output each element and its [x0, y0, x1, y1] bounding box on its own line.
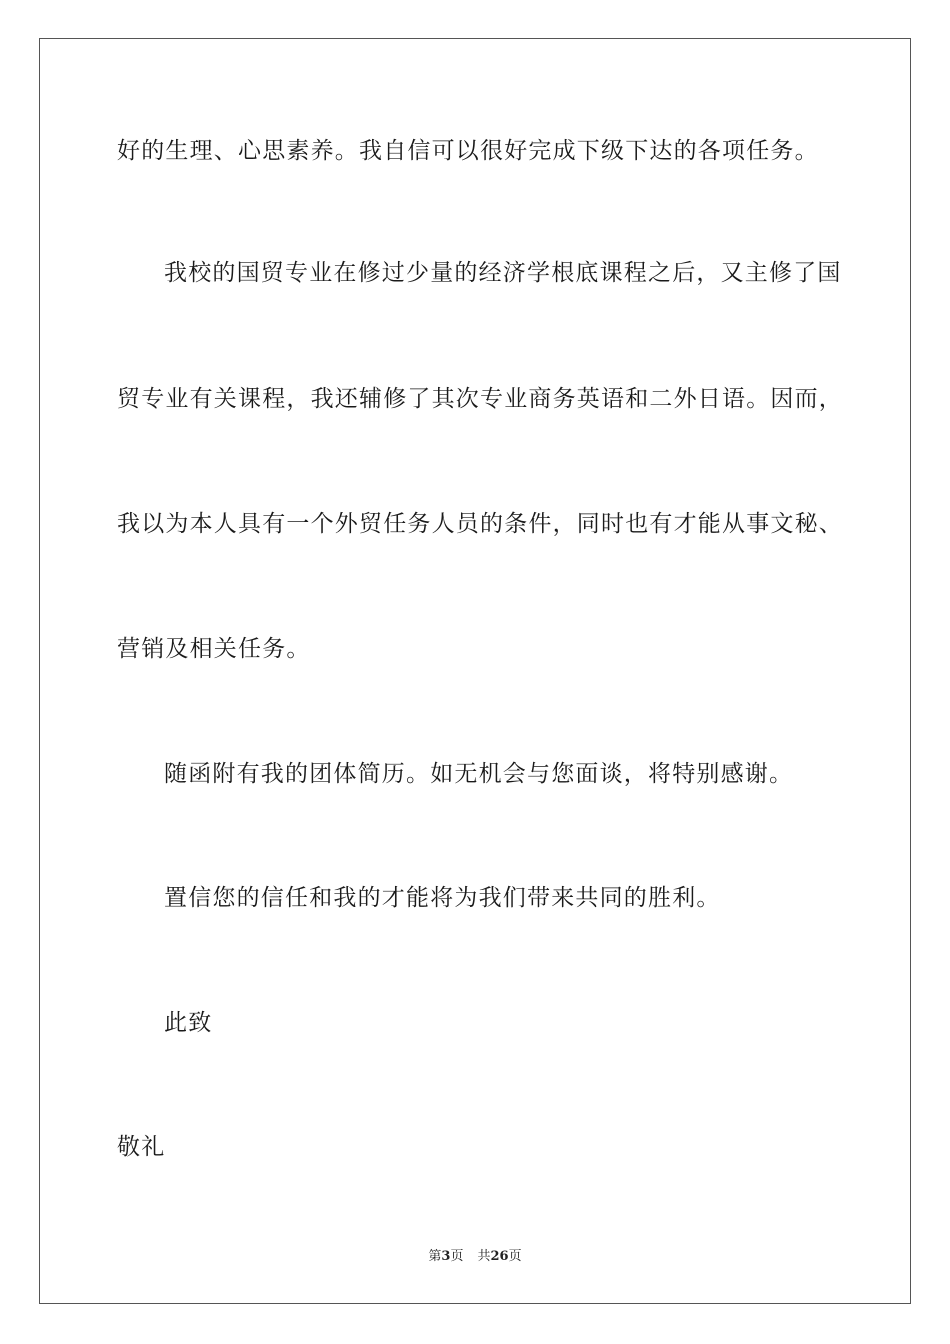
closing-regards: 敬礼 — [117, 1134, 166, 1160]
paragraph-line: 我以为本人具有一个外贸任务人员的条件，同时也有才能从事文秘、 — [117, 511, 843, 537]
paragraph-line: 好的生理、心思素养。我自信可以很好完成下级下达的各项任务。 — [117, 138, 819, 164]
total-prefix: 共 — [477, 1249, 491, 1264]
paragraph-line: 我校的国贸专业在修过少量的经济学根底课程之后，又主修了国 — [164, 260, 842, 286]
page-footer — [0, 1248, 950, 1266]
page-number: 3 — [441, 1249, 451, 1264]
paragraph-line: 随函附有我的团体简历。如无机会与您面谈，将特别感谢。 — [164, 761, 794, 787]
paragraph-line: 贸专业有关课程，我还辅修了其次专业商务英语和二外日语。因而， — [117, 386, 843, 412]
page-prefix: 第 — [428, 1249, 442, 1264]
total-pages: 26 — [490, 1249, 509, 1264]
page-border — [39, 38, 911, 1304]
paragraph-line: 置信您的信任和我的才能将为我们带来共同的胜利。 — [164, 885, 721, 911]
paragraph-line: 营销及相关任务。 — [117, 636, 311, 662]
page-suffix: 页 — [450, 1249, 464, 1264]
closing-salutation: 此致 — [164, 1010, 213, 1036]
total-suffix: 页 — [508, 1249, 522, 1264]
